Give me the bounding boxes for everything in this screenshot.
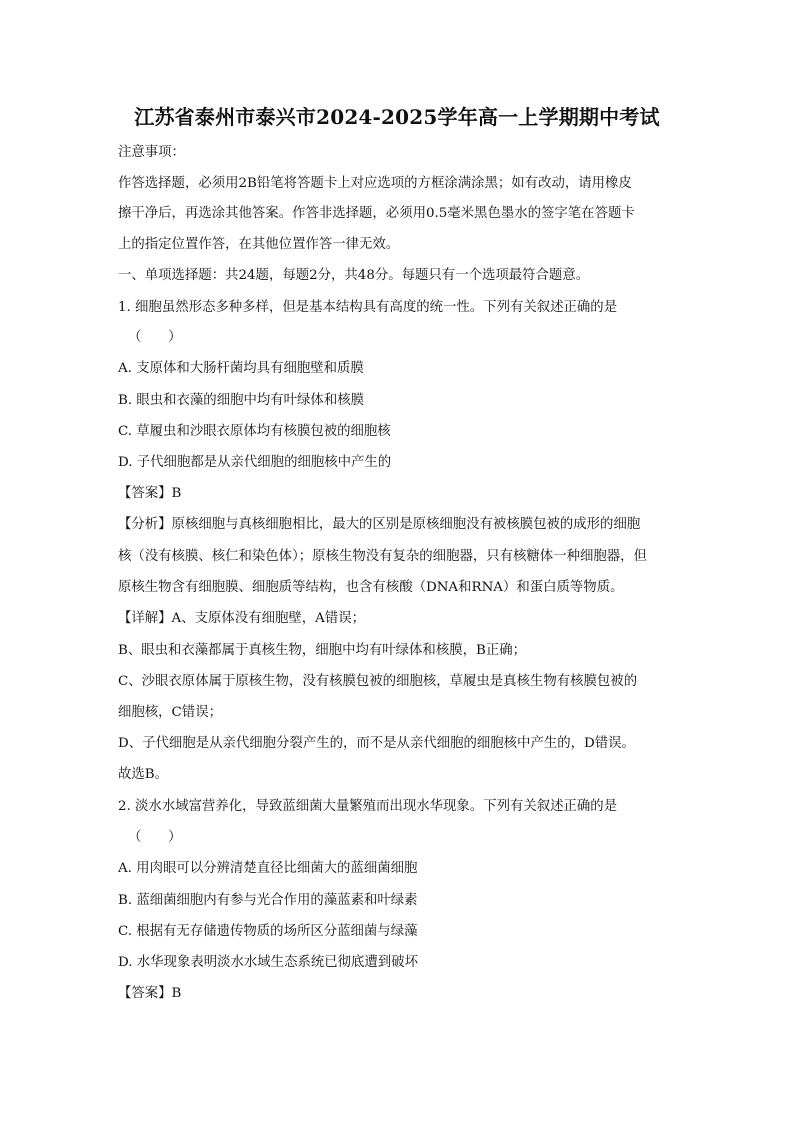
question-1-conclusion: 故选B。 [118, 767, 169, 782]
question-2-option-b: B. 蓝细菌细胞内有参与光合作用的藻蓝素和叶绿素 [118, 893, 418, 908]
question-2-answer: 【答案】B [118, 986, 182, 1001]
question-1-option-c: C. 草履虫和沙眼衣原体均有核膜包被的细胞核 [118, 424, 391, 439]
question-2-option-a: A. 用肉眼可以分辨清楚直径比细菌大的蓝细菌细胞 [118, 861, 418, 876]
notice-text-line-1: 作答选择题，必须用2B铅笔将答题卡上对应选项的方框涂满涂黑；如有改动，请用橡皮 [118, 176, 632, 191]
question-1-detail-line-2: B、眼虫和衣藻都属于真核生物，细胞中均有叶绿体和核膜，B正确； [118, 643, 527, 658]
question-1-option-a: A. 支原体和大肠杆菌均具有细胞壁和质膜 [118, 361, 364, 376]
section-heading: 一、单项选择题：共24题，每题2分，共48分。每题只有一个选项最符合题意。 [118, 268, 590, 283]
question-2-option-d: D. 水华现象表明淡水水域生态系统已彻底遭到破坏 [118, 955, 418, 970]
question-1-detail-line-3: C、沙眼衣原体属于原核生物，没有核膜包被的细胞核，草履虫是真核生物有核膜包被的 [118, 674, 638, 689]
document-title: 江苏省泰州市泰兴市2024-2025学年高一上学期期中考试 [134, 105, 660, 129]
question-1-analysis-line-3: 原核生物含有细胞膜、细胞质等结构，也含有核酸（DNA和RNA）和蛋白质等物质。 [118, 580, 624, 595]
question-1-analysis-line-2: 核（没有核膜、核仁和染色体）；原核生物没有复杂的细胞器，只有核糖体一种细胞器，但 [118, 549, 647, 564]
question-1-stem: 1. 细胞虽然形态多种多样，但是基本结构具有高度的统一性。下列有关叙述正确的是 [118, 300, 618, 315]
question-1-option-d: D. 子代细胞都是从亲代细胞的细胞核中产生的 [118, 455, 392, 470]
question-1-detail-line-1: 【详解】A、支原体没有细胞壁，A错误； [118, 611, 365, 626]
question-1-answer: 【答案】B [118, 486, 182, 501]
notice-text-line-3: 上的指定位置作答，在其他位置作答一律无效。 [118, 237, 400, 252]
question-1-detail-line-5: D、子代细胞是从亲代细胞分裂产生的，而不是从亲代细胞的细胞核中产生的，D错误。 [118, 736, 635, 751]
notice-text-line-2: 擦干净后，再选涂其他答案。作答非选择题，必须用0.5毫米黑色墨水的签字笔在答题卡 [118, 206, 635, 221]
question-2-option-c: C. 根据有无存储遗传物质的场所区分蓝细菌与绿藻 [118, 924, 418, 939]
question-1-option-b: B. 眼虫和衣藻的细胞中均有叶绿体和核膜 [118, 393, 364, 408]
question-1-blank: （ ） [128, 330, 182, 345]
question-2-blank: （ ） [128, 830, 182, 845]
notice-heading: 注意事项： [118, 145, 185, 160]
question-1-detail-line-4: 细胞核，C错误； [118, 705, 222, 720]
question-2-stem: 2. 淡水水域富营养化，导致蓝细菌大量繁殖而出现水华现象。下列有关叙述正确的是 [118, 799, 618, 814]
question-1-analysis-line-1: 【分析】原核细胞与真核细胞相比，最大的区别是原核细胞没有被核膜包被的成形的细胞 [118, 517, 641, 532]
